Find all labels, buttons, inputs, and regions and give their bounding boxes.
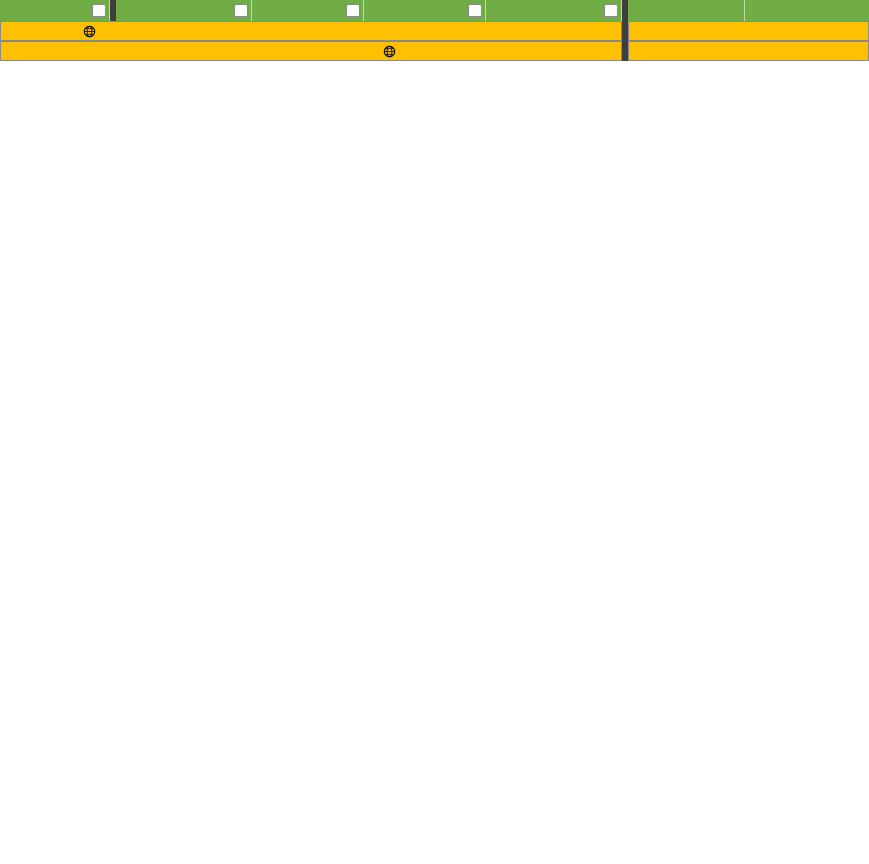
harga-referensi-label [628,21,869,41]
filter-dropdown-icon[interactable] [604,4,618,17]
column-header-harga-hari-ini [364,0,486,21]
footer-right-note [628,41,869,61]
header-mid-group [116,0,622,21]
column-header-keterangan [486,0,622,21]
footer-left [0,41,622,61]
column-header-daerah [116,0,252,21]
column-header-toko-warung [745,0,869,21]
filter-dropdown-icon[interactable] [346,4,360,17]
banner-row [0,21,869,41]
column-header-harga-kemarin [252,0,364,21]
filter-dropdown-icon[interactable] [92,4,106,17]
filter-dropdown-icon[interactable] [468,4,482,17]
footer-row [0,41,869,61]
column-header-harga-bakul-agen [628,0,745,21]
filter-dropdown-icon[interactable] [234,4,248,17]
column-header-wilayah [0,0,110,21]
table-header-row [0,0,869,21]
banner-left [0,21,622,41]
globe-icon [83,25,96,38]
footer-globe-icon [383,45,396,58]
